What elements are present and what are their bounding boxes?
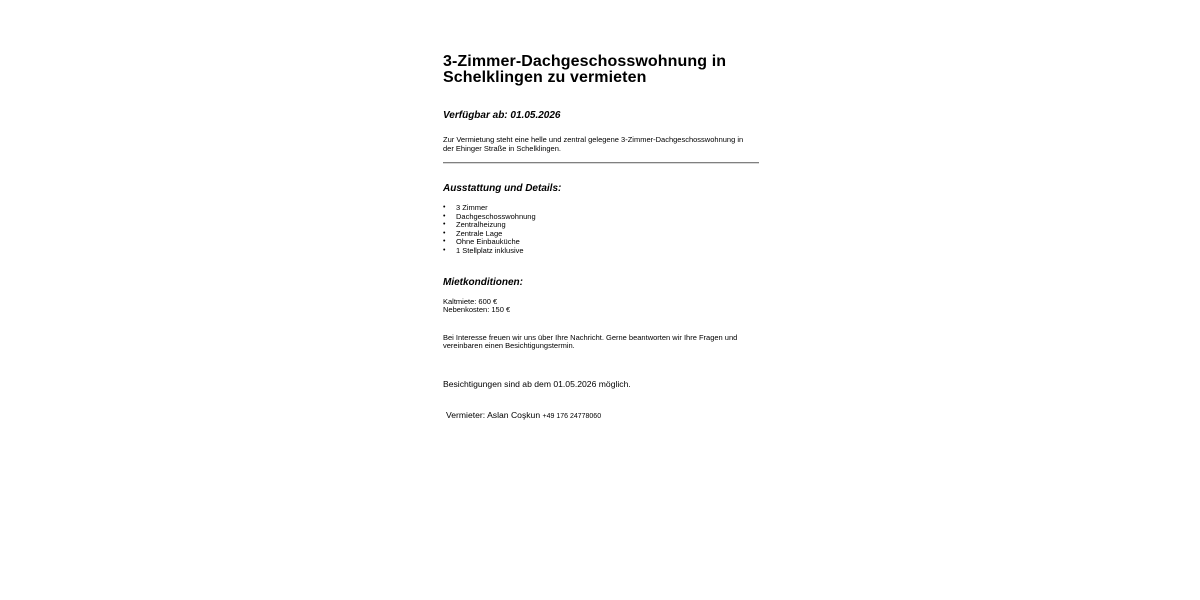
feature-item: • Ohne Einbauküche [443,238,759,247]
section-divider [443,162,759,164]
interest-text: Bei Interesse freuen wir uns über Ihre Nachricht. Gerne beantworten wir Ihre Fragen und vereinbaren einen Besichtigungstermin. [443,332,738,351]
feature-item: • 3 Zimmer [443,204,759,213]
intro-text: Zur Vermietung steht eine helle und zentral gelegene 3-Zimmer-Dachgeschosswohnung in der Ehinger Straße in Schelklingen. [443,135,744,153]
landlord-phone: +49 176 24778060 [542,412,602,420]
feature-item: • Dachgeschosswohnung [443,213,759,222]
viewings-text: Besichtigungen sind ab dem 01.05.2026 möglich. [443,378,631,389]
rent-costs [443,298,759,315]
landlord-name: Vermieter: Aslan Coşkun [446,409,541,420]
features-list [443,204,759,256]
listing-document [443,54,759,422]
additional-costs: Nebenkosten: 150 € [443,305,511,315]
cold-rent: Kaltmiete: 600 € [443,296,498,306]
features-heading: Ausstattung und Details: [443,183,562,194]
feature-item: • Zentralheizung [443,221,759,230]
page-title: 3-Zimmer-Dachgeschosswohnung in Schelklingen zu vermieten [443,53,727,86]
feature-item: • Zentrale Lage [443,230,759,239]
availability-date: Verfügbar ab: 01.05.2026 [443,110,561,121]
landlord-contact [446,410,759,422]
conditions-heading: Mietkonditionen: [443,276,523,288]
feature-item: • 1 Stellplatz inklusive [443,247,759,256]
